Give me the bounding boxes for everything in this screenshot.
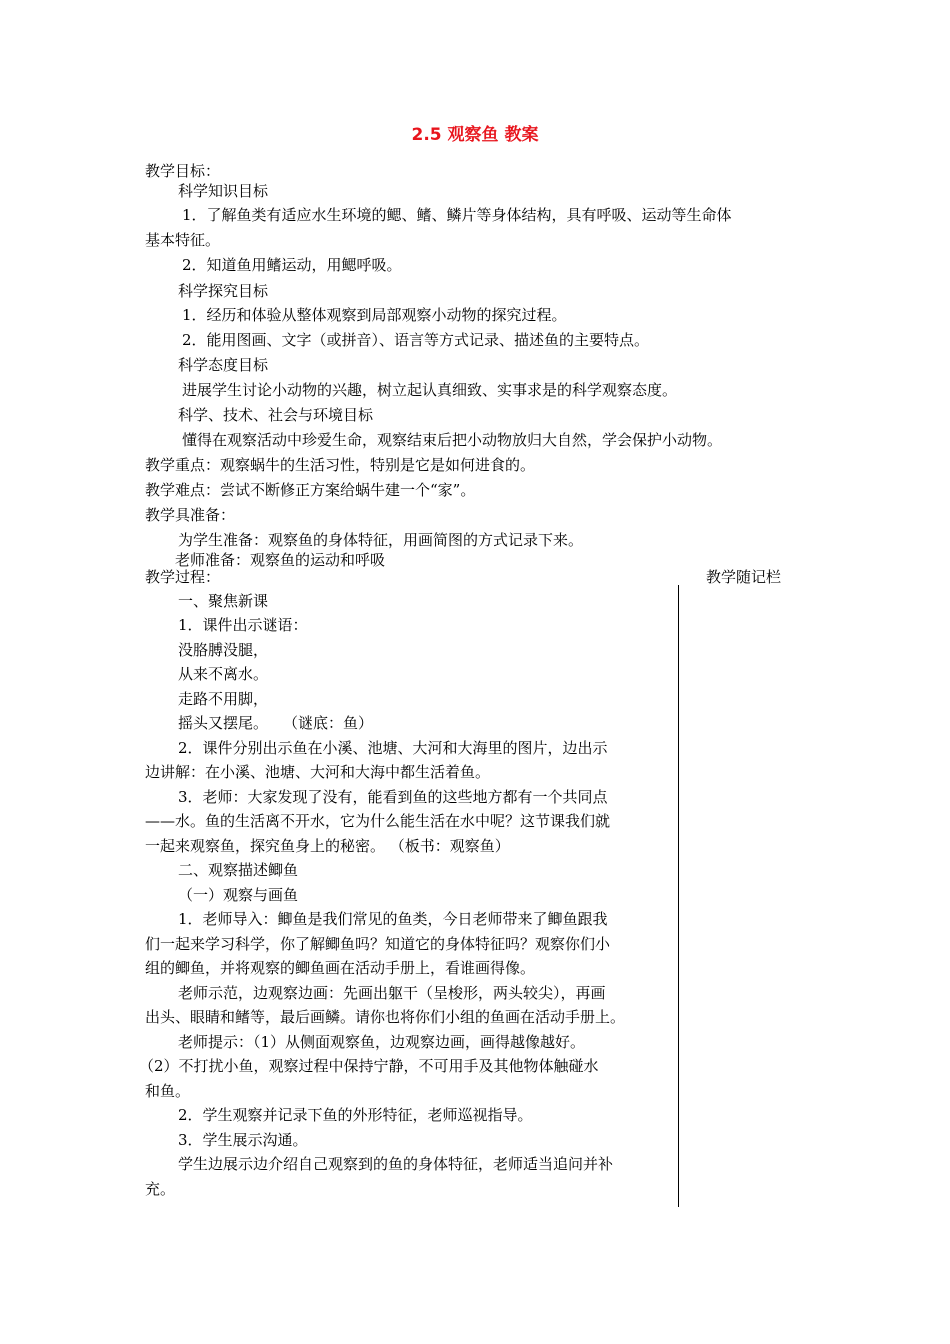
process-heading: 教学过程： [145, 568, 221, 586]
goals-heading: 教学目标： [145, 162, 221, 180]
process-line: 出头、眼睛和鳍等，最后画鳞。请你也将你们小组的鱼画在活动手册上。 [145, 1008, 626, 1026]
process-line: 2．学生观察并记录下鱼的外形特征，老师巡视指导。 [178, 1106, 533, 1124]
process-line: 一起来观察鱼，探究鱼身上的秘密。 （板书：观察鱼） [145, 837, 510, 855]
attitude-text: 进展学生讨论小动物的兴趣，树立起认真细致、实事求是的科学观察态度。 [182, 381, 678, 399]
process-line: （2）不打扰小鱼，观察过程中保持宁静，不可用手及其他物体触碰水 [139, 1057, 599, 1075]
process-line: ——水。鱼的生活离不开水，它为什么能生活在水中呢？这节课我们就 [145, 812, 611, 830]
prep-students: 为学生准备：观察鱼的身体特征，用画简图的方式记录下来。 [178, 531, 584, 549]
process-line: 老师提示：（1）从侧面观察鱼，边观察边画，画得越像越好。 [178, 1033, 586, 1051]
inquiry-item-1: 1．经历和体验从整体观察到局部观察小动物的探究过程。 [182, 306, 567, 324]
notes-column-divider [678, 585, 679, 1207]
process-line: 学生边展示边介绍自己观察到的鱼的身体特征，老师适当追问并补 [178, 1155, 614, 1173]
process-line: 充。 [145, 1180, 176, 1198]
process-line: 边讲解：在小溪、池塘、大河和大海中都生活着鱼。 [145, 763, 491, 781]
attitude-heading: 科学态度目标 [178, 356, 269, 374]
knowledge-heading: 科学知识目标 [178, 182, 269, 200]
notes-column-heading: 教学随记栏 [706, 568, 782, 586]
process-line: 走路不用脚， [178, 690, 269, 708]
process-line: 1．课件出示谜语： [178, 616, 308, 634]
process-line: （一）观察与画鱼 [178, 886, 299, 904]
process-line: 3．学生展示沟通。 [178, 1131, 308, 1149]
process-line: 3．老师：大家发现了没有，能看到鱼的这些地方都有一个共同点 [178, 788, 608, 806]
inquiry-heading: 科学探究目标 [178, 282, 269, 300]
sts-text: 懂得在观察活动中珍爱生命，观察结束后把小动物放归大自然，学会保护小动物。 [182, 431, 723, 449]
process-line: 2．课件分别出示鱼在小溪、池塘、大河和大海里的图片，边出示 [178, 739, 608, 757]
sts-heading: 科学、技术、社会与环境目标 [178, 406, 374, 424]
process-line: 没胳膊没腿， [178, 641, 269, 659]
process-line: 从来不离水。 [178, 665, 269, 683]
knowledge-item-2: 2．知道鱼用鳍运动，用鳃呼吸。 [182, 256, 402, 274]
process-line: 二、观察描述鲫鱼 [178, 861, 299, 879]
knowledge-item-1-cont: 基本特征。 [145, 231, 221, 249]
key-point: 教学重点：观察蜗牛的生活习性，特别是它是如何进食的。 [145, 456, 536, 474]
prep-teacher: 老师准备：观察鱼的运动和呼吸 [175, 551, 386, 569]
document-title: 2.5 观察鱼 教案 [411, 125, 539, 145]
difficulty: 教学难点：尝试不断修正方案给蜗牛建一个“家”。 [145, 481, 476, 499]
process-line: 一、聚焦新课 [178, 592, 269, 610]
process-line: 和鱼。 [145, 1082, 191, 1100]
knowledge-item-1: 1．了解鱼类有适应水生环境的鳃、鳍、鳞片等身体结构，具有呼吸、运动等生命体 [182, 206, 732, 224]
inquiry-item-2: 2．能用图画、文字（或拼音）、语言等方式记录、描述鱼的主要特点。 [182, 331, 650, 349]
process-line: 老师示范，边观察边画：先画出躯干（呈梭形，两头较尖），再画 [178, 984, 606, 1002]
prep-heading: 教学具准备： [145, 506, 236, 524]
process-line: 1．老师导入：鲫鱼是我们常见的鱼类，今日老师带来了鲫鱼跟我 [178, 910, 608, 928]
process-line: 组的鲫鱼，并将观察的鲫鱼画在活动手册上，看谁画得像。 [145, 959, 536, 977]
process-line: 摇头又摆尾。 （谜底：鱼） [178, 714, 374, 732]
process-line: 们一起来学习科学，你了解鲫鱼吗？知道它的身体特征吗？观察你们小 [145, 935, 611, 953]
